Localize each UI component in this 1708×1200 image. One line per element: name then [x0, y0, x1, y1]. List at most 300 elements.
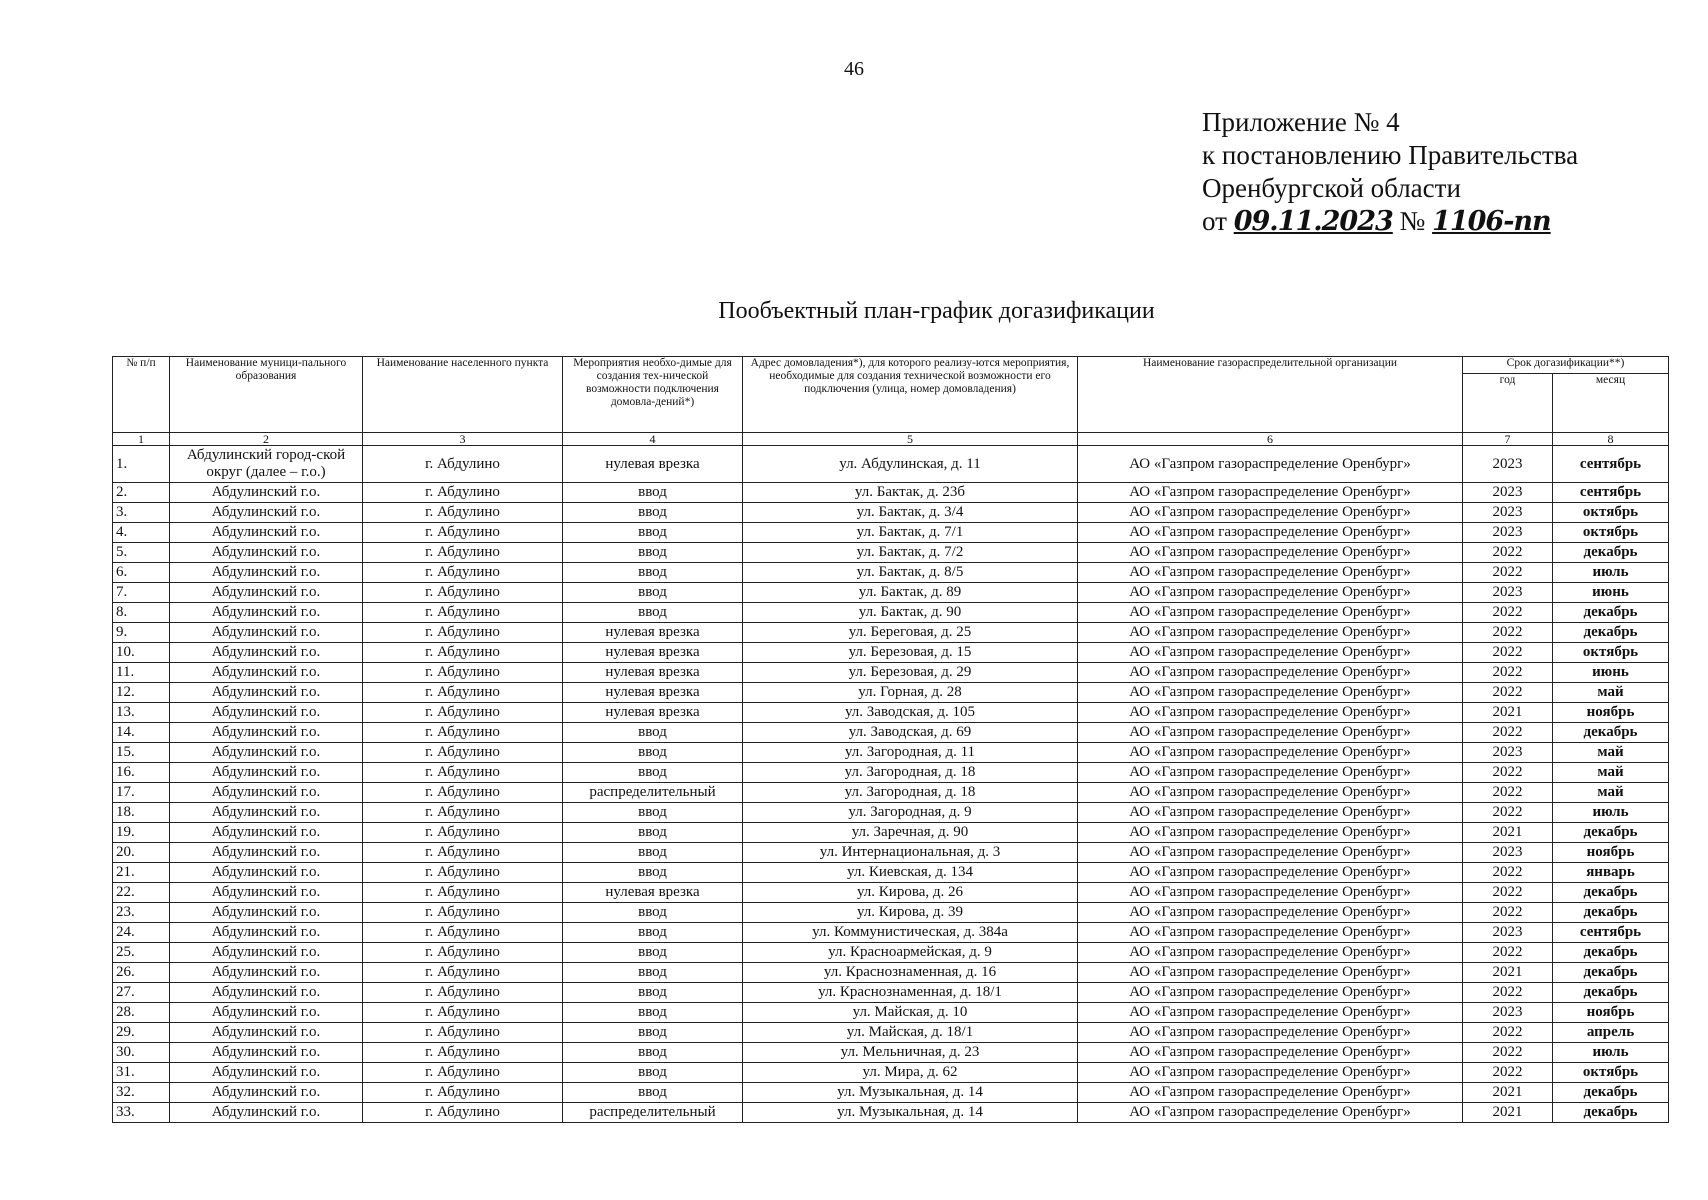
cell-row-number: 14. [113, 723, 170, 743]
cell-month: декабрь [1553, 983, 1669, 1003]
cell-year: 2022 [1463, 623, 1553, 643]
cell-organization: АО «Газпром газораспределение Оренбург» [1078, 446, 1463, 483]
appendix-block [1202, 106, 1578, 238]
cell-organization: АО «Газпром газораспределение Оренбург» [1078, 783, 1463, 803]
cell-organization: АО «Газпром газораспределение Оренбург» [1078, 483, 1463, 503]
cell-address: ул. Загородная, д. 18 [743, 763, 1078, 783]
header-num: № п/п [113, 357, 170, 433]
cell-address: ул. Кирова, д. 26 [743, 883, 1078, 903]
cell-year: 2023 [1463, 1003, 1553, 1023]
cell-year: 2021 [1463, 1083, 1553, 1103]
cell-measure: ввод [563, 583, 743, 603]
cell-address: ул. Бактак, д. 8/5 [743, 563, 1078, 583]
cell-measure: ввод [563, 483, 743, 503]
cell-address: ул. Киевская, д. 134 [743, 863, 1078, 883]
cell-municipality: Абдулинский г.о. [170, 743, 363, 763]
cell-municipality: Абдулинский г.о. [170, 663, 363, 683]
cell-municipality: Абдулинский г.о. [170, 943, 363, 963]
table-row [113, 483, 1669, 503]
cell-row-number: 32. [113, 1083, 170, 1103]
cell-organization: АО «Газпром газораспределение Оренбург» [1078, 543, 1463, 563]
cell-address: ул. Бактак, д. 7/2 [743, 543, 1078, 563]
cell-municipality: Абдулинский г.о. [170, 583, 363, 603]
cell-municipality: Абдулинский г.о. [170, 763, 363, 783]
cell-month: октябрь [1553, 643, 1669, 663]
appendix-date-line [1202, 205, 1578, 238]
cell-settlement: г. Абдулино [363, 523, 563, 543]
cell-settlement: г. Абдулино [363, 483, 563, 503]
cell-municipality: Абдулинский г.о. [170, 703, 363, 723]
cell-month: октябрь [1553, 1063, 1669, 1083]
cell-organization: АО «Газпром газораспределение Оренбург» [1078, 923, 1463, 943]
cell-settlement: г. Абдулино [363, 963, 563, 983]
cell-month: декабрь [1553, 1103, 1669, 1123]
cell-measure: ввод [563, 1043, 743, 1063]
appendix-line-1: Приложение № 4 [1202, 107, 1400, 137]
cell-month: сентябрь [1553, 483, 1669, 503]
cell-settlement: г. Абдулино [363, 1083, 563, 1103]
cell-address: ул. Загородная, д. 9 [743, 803, 1078, 823]
header-year: год [1463, 374, 1553, 433]
cell-row-number: 20. [113, 843, 170, 863]
cell-address: ул. Мельничная, д. 23 [743, 1043, 1078, 1063]
cell-month: декабрь [1553, 543, 1669, 563]
cell-municipality: Абдулинский г.о. [170, 803, 363, 823]
column-number: 4 [563, 433, 743, 446]
cell-settlement: г. Абдулино [363, 603, 563, 623]
header-org: Наименование газораспределительной организации [1078, 357, 1463, 433]
cell-month: декабрь [1553, 603, 1669, 623]
cell-measure: ввод [563, 903, 743, 923]
cell-row-number: 9. [113, 623, 170, 643]
cell-settlement: г. Абдулино [363, 623, 563, 643]
cell-row-number: 2. [113, 483, 170, 503]
cell-organization: АО «Газпром газораспределение Оренбург» [1078, 703, 1463, 723]
cell-measure: ввод [563, 543, 743, 563]
cell-year: 2022 [1463, 1043, 1553, 1063]
cell-settlement: г. Абдулино [363, 446, 563, 483]
cell-row-number: 7. [113, 583, 170, 603]
cell-month: ноябрь [1553, 703, 1669, 723]
header-municipality: Наименование муници-пального образования [170, 357, 363, 433]
table-row [113, 543, 1669, 563]
cell-measure: нулевая врезка [563, 446, 743, 483]
cell-address: ул. Загородная, д. 18 [743, 783, 1078, 803]
cell-measure: ввод [563, 523, 743, 543]
cell-measure: нулевая врезка [563, 623, 743, 643]
cell-year: 2022 [1463, 603, 1553, 623]
cell-settlement: г. Абдулино [363, 863, 563, 883]
cell-year: 2022 [1463, 883, 1553, 903]
cell-year: 2021 [1463, 1103, 1553, 1123]
cell-month: май [1553, 783, 1669, 803]
cell-year: 2022 [1463, 983, 1553, 1003]
cell-row-number: 27. [113, 983, 170, 1003]
cell-settlement: г. Абдулино [363, 923, 563, 943]
cell-address: ул. Бактак, д. 7/1 [743, 523, 1078, 543]
cell-measure: ввод [563, 963, 743, 983]
cell-organization: АО «Газпром газораспределение Оренбург» [1078, 943, 1463, 963]
cell-month: июнь [1553, 663, 1669, 683]
cell-row-number: 31. [113, 1063, 170, 1083]
cell-settlement: г. Абдулино [363, 823, 563, 843]
cell-year: 2023 [1463, 483, 1553, 503]
handwritten-number: 1106-пп [1432, 206, 1551, 237]
cell-organization: АО «Газпром газораспределение Оренбург» [1078, 823, 1463, 843]
cell-year: 2022 [1463, 663, 1553, 683]
cell-municipality: Абдулинский г.о. [170, 843, 363, 863]
cell-organization: АО «Газпром газораспределение Оренбург» [1078, 883, 1463, 903]
table-header [113, 357, 1669, 446]
cell-year: 2023 [1463, 503, 1553, 523]
cell-measure: ввод [563, 1083, 743, 1103]
cell-year: 2022 [1463, 763, 1553, 783]
table-row [113, 923, 1669, 943]
number-sign: № [1399, 206, 1426, 236]
table-row [113, 1023, 1669, 1043]
cell-address: ул. Березовая, д. 15 [743, 643, 1078, 663]
cell-row-number: 24. [113, 923, 170, 943]
header-month: месяц [1553, 374, 1669, 433]
cell-address: ул. Береговая, д. 25 [743, 623, 1078, 643]
gasification-schedule-table [112, 356, 1669, 1123]
cell-organization: АО «Газпром газораспределение Оренбург» [1078, 1003, 1463, 1023]
cell-measure: ввод [563, 983, 743, 1003]
cell-settlement: г. Абдулино [363, 883, 563, 903]
cell-month: май [1553, 743, 1669, 763]
cell-settlement: г. Абдулино [363, 723, 563, 743]
table-row [113, 703, 1669, 723]
cell-municipality: Абдулинский г.о. [170, 863, 363, 883]
cell-month: октябрь [1553, 523, 1669, 543]
cell-year: 2022 [1463, 543, 1553, 563]
document-title: Пообъектный план-график догазификации [718, 298, 1155, 324]
cell-row-number: 3. [113, 503, 170, 523]
cell-measure: нулевая врезка [563, 683, 743, 703]
table-body [113, 446, 1669, 1123]
cell-municipality: Абдулинский г.о. [170, 783, 363, 803]
cell-address: ул. Загородная, д. 11 [743, 743, 1078, 763]
table-row [113, 963, 1669, 983]
cell-address: ул. Музыкальная, д. 14 [743, 1103, 1078, 1123]
table-row [113, 1043, 1669, 1063]
date-prefix: от [1202, 206, 1227, 236]
cell-organization: АО «Газпром газораспределение Оренбург» [1078, 583, 1463, 603]
cell-settlement: г. Абдулино [363, 543, 563, 563]
cell-month: май [1553, 763, 1669, 783]
cell-municipality: Абдулинский г.о. [170, 543, 363, 563]
cell-settlement: г. Абдулино [363, 743, 563, 763]
cell-address: ул. Заводская, д. 105 [743, 703, 1078, 723]
cell-row-number: 28. [113, 1003, 170, 1023]
cell-municipality: Абдулинский г.о. [170, 523, 363, 543]
cell-address: ул. Краснознаменная, д. 16 [743, 963, 1078, 983]
cell-month: январь [1553, 863, 1669, 883]
header-measures: Мероприятия необхо-димые для создания тех-нической возможности подключения домовла-дений*) [563, 357, 743, 433]
cell-municipality: Абдулинский г.о. [170, 883, 363, 903]
cell-address: ул. Красноармейская, д. 9 [743, 943, 1078, 963]
cell-row-number: 12. [113, 683, 170, 703]
cell-address: ул. Заводская, д. 69 [743, 723, 1078, 743]
cell-month: апрель [1553, 1023, 1669, 1043]
cell-year: 2021 [1463, 823, 1553, 843]
table-row [113, 943, 1669, 963]
cell-settlement: г. Абдулино [363, 783, 563, 803]
cell-municipality: Абдулинский г.о. [170, 1063, 363, 1083]
cell-measure: ввод [563, 503, 743, 523]
cell-year: 2022 [1463, 903, 1553, 923]
table-row [113, 1063, 1669, 1083]
appendix-line-2: к постановлению Правительства [1202, 140, 1579, 170]
cell-settlement: г. Абдулино [363, 1003, 563, 1023]
cell-organization: АО «Газпром газораспределение Оренбург» [1078, 743, 1463, 763]
cell-settlement: г. Абдулино [363, 1063, 563, 1083]
table-row [113, 783, 1669, 803]
cell-organization: АО «Газпром газораспределение Оренбург» [1078, 1083, 1463, 1103]
cell-month: июль [1553, 563, 1669, 583]
column-number: 5 [743, 433, 1078, 446]
cell-organization: АО «Газпром газораспределение Оренбург» [1078, 843, 1463, 863]
cell-row-number: 15. [113, 743, 170, 763]
cell-address: ул. Бактак, д. 23б [743, 483, 1078, 503]
cell-municipality: Абдулинский г.о. [170, 483, 363, 503]
cell-municipality: Абдулинский г.о. [170, 1003, 363, 1023]
cell-address: ул. Заречная, д. 90 [743, 823, 1078, 843]
cell-municipality: Абдулинский г.о. [170, 563, 363, 583]
cell-month: ноябрь [1553, 843, 1669, 863]
cell-year: 2021 [1463, 963, 1553, 983]
handwritten-date: 09.11.2023 [1233, 206, 1393, 237]
table-row [113, 823, 1669, 843]
appendix-line-3: Оренбургской области [1202, 173, 1461, 203]
cell-measure: ввод [563, 843, 743, 863]
cell-settlement: г. Абдулино [363, 803, 563, 823]
cell-organization: АО «Газпром газораспределение Оренбург» [1078, 563, 1463, 583]
cell-address: ул. Бактак, д. 90 [743, 603, 1078, 623]
cell-settlement: г. Абдулино [363, 843, 563, 863]
table-row [113, 883, 1669, 903]
cell-year: 2022 [1463, 683, 1553, 703]
cell-settlement: г. Абдулино [363, 583, 563, 603]
table-row [113, 863, 1669, 883]
cell-measure: нулевая врезка [563, 663, 743, 683]
cell-measure: распределительный [563, 783, 743, 803]
cell-year: 2022 [1463, 723, 1553, 743]
cell-municipality: Абдулинский г.о. [170, 823, 363, 843]
cell-measure: ввод [563, 823, 743, 843]
cell-settlement: г. Абдулино [363, 1103, 563, 1123]
column-number: 2 [170, 433, 363, 446]
cell-month: декабрь [1553, 963, 1669, 983]
cell-month: декабрь [1553, 823, 1669, 843]
cell-row-number: 19. [113, 823, 170, 843]
cell-row-number: 6. [113, 563, 170, 583]
cell-row-number: 13. [113, 703, 170, 723]
cell-measure: ввод [563, 723, 743, 743]
cell-row-number: 1. [113, 446, 170, 483]
cell-settlement: г. Абдулино [363, 903, 563, 923]
table-row [113, 583, 1669, 603]
cell-organization: АО «Газпром газораспределение Оренбург» [1078, 503, 1463, 523]
cell-organization: АО «Газпром газораспределение Оренбург» [1078, 1023, 1463, 1043]
cell-month: декабрь [1553, 623, 1669, 643]
cell-measure: нулевая врезка [563, 643, 743, 663]
cell-measure: нулевая врезка [563, 883, 743, 903]
cell-municipality: Абдулинский г.о. [170, 1023, 363, 1043]
cell-year: 2022 [1463, 783, 1553, 803]
cell-settlement: г. Абдулино [363, 943, 563, 963]
table-row [113, 1083, 1669, 1103]
column-number: 8 [1553, 433, 1669, 446]
cell-row-number: 17. [113, 783, 170, 803]
cell-organization: АО «Газпром газораспределение Оренбург» [1078, 623, 1463, 643]
cell-month: сентябрь [1553, 923, 1669, 943]
cell-row-number: 4. [113, 523, 170, 543]
cell-row-number: 22. [113, 883, 170, 903]
cell-measure: ввод [563, 863, 743, 883]
cell-organization: АО «Газпром газораспределение Оренбург» [1078, 983, 1463, 1003]
cell-municipality: Абдулинский г.о. [170, 983, 363, 1003]
cell-year: 2021 [1463, 703, 1553, 723]
cell-year: 2022 [1463, 863, 1553, 883]
cell-settlement: г. Абдулино [363, 1023, 563, 1043]
cell-municipality: Абдулинский г.о. [170, 1083, 363, 1103]
cell-month: декабрь [1553, 903, 1669, 923]
cell-year: 2022 [1463, 563, 1553, 583]
cell-organization: АО «Газпром газораспределение Оренбург» [1078, 663, 1463, 683]
cell-row-number: 33. [113, 1103, 170, 1123]
table-row [113, 446, 1669, 483]
cell-settlement: г. Абдулино [363, 1043, 563, 1063]
cell-municipality: Абдулинский г.о. [170, 923, 363, 943]
table-row [113, 603, 1669, 623]
column-numbers-row [113, 433, 1669, 446]
cell-measure: ввод [563, 943, 743, 963]
cell-row-number: 10. [113, 643, 170, 663]
cell-organization: АО «Газпром газораспределение Оренбург» [1078, 643, 1463, 663]
cell-row-number: 26. [113, 963, 170, 983]
cell-organization: АО «Газпром газораспределение Оренбург» [1078, 903, 1463, 923]
cell-organization: АО «Газпром газораспределение Оренбург» [1078, 1063, 1463, 1083]
cell-address: ул. Интернациональная, д. 3 [743, 843, 1078, 863]
cell-organization: АО «Газпром газораспределение Оренбург» [1078, 963, 1463, 983]
cell-municipality: Абдулинский г.о. [170, 723, 363, 743]
cell-organization: АО «Газпром газораспределение Оренбург» [1078, 1043, 1463, 1063]
cell-month: декабрь [1553, 1083, 1669, 1103]
table-row [113, 743, 1669, 763]
cell-organization: АО «Газпром газораспределение Оренбург» [1078, 863, 1463, 883]
header-address: Адрес домовладения*), для которого реализу-ются мероприятия, необходимые для создания технической возможности его подключения (улица, номер домовладения) [743, 357, 1078, 433]
cell-municipality: Абдулинский г.о. [170, 623, 363, 643]
cell-row-number: 23. [113, 903, 170, 923]
table-row [113, 1003, 1669, 1023]
table-row [113, 663, 1669, 683]
cell-row-number: 16. [113, 763, 170, 783]
cell-row-number: 18. [113, 803, 170, 823]
cell-measure: ввод [563, 763, 743, 783]
table-row [113, 983, 1669, 1003]
cell-row-number: 8. [113, 603, 170, 623]
cell-month: декабрь [1553, 723, 1669, 743]
cell-settlement: г. Абдулино [363, 763, 563, 783]
table-row [113, 903, 1669, 923]
cell-month: декабрь [1553, 943, 1669, 963]
cell-month: сентябрь [1553, 446, 1669, 483]
cell-month: ноябрь [1553, 1003, 1669, 1023]
cell-year: 2022 [1463, 643, 1553, 663]
cell-settlement: г. Абдулино [363, 703, 563, 723]
table-row [113, 1103, 1669, 1123]
cell-measure: ввод [563, 923, 743, 943]
table-row [113, 803, 1669, 823]
table-row [113, 643, 1669, 663]
table-row [113, 623, 1669, 643]
cell-address: ул. Музыкальная, д. 14 [743, 1083, 1078, 1103]
cell-year: 2023 [1463, 583, 1553, 603]
column-number: 1 [113, 433, 170, 446]
cell-municipality: Абдулинский г.о. [170, 1043, 363, 1063]
cell-year: 2022 [1463, 1023, 1553, 1043]
cell-measure: ввод [563, 1023, 743, 1043]
cell-year: 2023 [1463, 523, 1553, 543]
cell-row-number: 5. [113, 543, 170, 563]
cell-month: июль [1553, 803, 1669, 823]
cell-year: 2022 [1463, 1063, 1553, 1083]
column-number: 3 [363, 433, 563, 446]
header-period: Срок догазификации**) [1463, 357, 1669, 374]
header-settlement: Наименование населенного пункта [363, 357, 563, 433]
table-row [113, 843, 1669, 863]
cell-month: июнь [1553, 583, 1669, 603]
cell-year: 2023 [1463, 843, 1553, 863]
cell-settlement: г. Абдулино [363, 643, 563, 663]
cell-month: октябрь [1553, 503, 1669, 523]
cell-organization: АО «Газпром газораспределение Оренбург» [1078, 1103, 1463, 1123]
cell-settlement: г. Абдулино [363, 663, 563, 683]
cell-year: 2023 [1463, 743, 1553, 763]
cell-month: май [1553, 683, 1669, 703]
cell-year: 2022 [1463, 943, 1553, 963]
cell-address: ул. Бактак, д. 89 [743, 583, 1078, 603]
cell-measure: ввод [563, 743, 743, 763]
cell-address: ул. Мира, д. 62 [743, 1063, 1078, 1083]
cell-organization: АО «Газпром газораспределение Оренбург» [1078, 683, 1463, 703]
column-number: 6 [1078, 433, 1463, 446]
cell-municipality: Абдулинский город-ской округ (далее – г.о.) [170, 446, 363, 483]
cell-address: ул. Майская, д. 18/1 [743, 1023, 1078, 1043]
table-row [113, 503, 1669, 523]
cell-organization: АО «Газпром газораспределение Оренбург» [1078, 523, 1463, 543]
cell-row-number: 30. [113, 1043, 170, 1063]
cell-measure: распределительный [563, 1103, 743, 1123]
cell-organization: АО «Газпром газораспределение Оренбург» [1078, 723, 1463, 743]
cell-settlement: г. Абдулино [363, 683, 563, 703]
cell-address: ул. Коммунистическая, д. 384а [743, 923, 1078, 943]
cell-row-number: 21. [113, 863, 170, 883]
cell-municipality: Абдулинский г.о. [170, 963, 363, 983]
cell-row-number: 11. [113, 663, 170, 683]
cell-organization: АО «Газпром газораспределение Оренбург» [1078, 603, 1463, 623]
cell-address: ул. Березовая, д. 29 [743, 663, 1078, 683]
cell-address: ул. Бактак, д. 3/4 [743, 503, 1078, 523]
cell-settlement: г. Абдулино [363, 503, 563, 523]
cell-address: ул. Горная, д. 28 [743, 683, 1078, 703]
cell-municipality: Абдулинский г.о. [170, 903, 363, 923]
cell-measure: ввод [563, 563, 743, 583]
cell-measure: нулевая врезка [563, 703, 743, 723]
cell-municipality: Абдулинский г.о. [170, 683, 363, 703]
cell-settlement: г. Абдулино [363, 563, 563, 583]
